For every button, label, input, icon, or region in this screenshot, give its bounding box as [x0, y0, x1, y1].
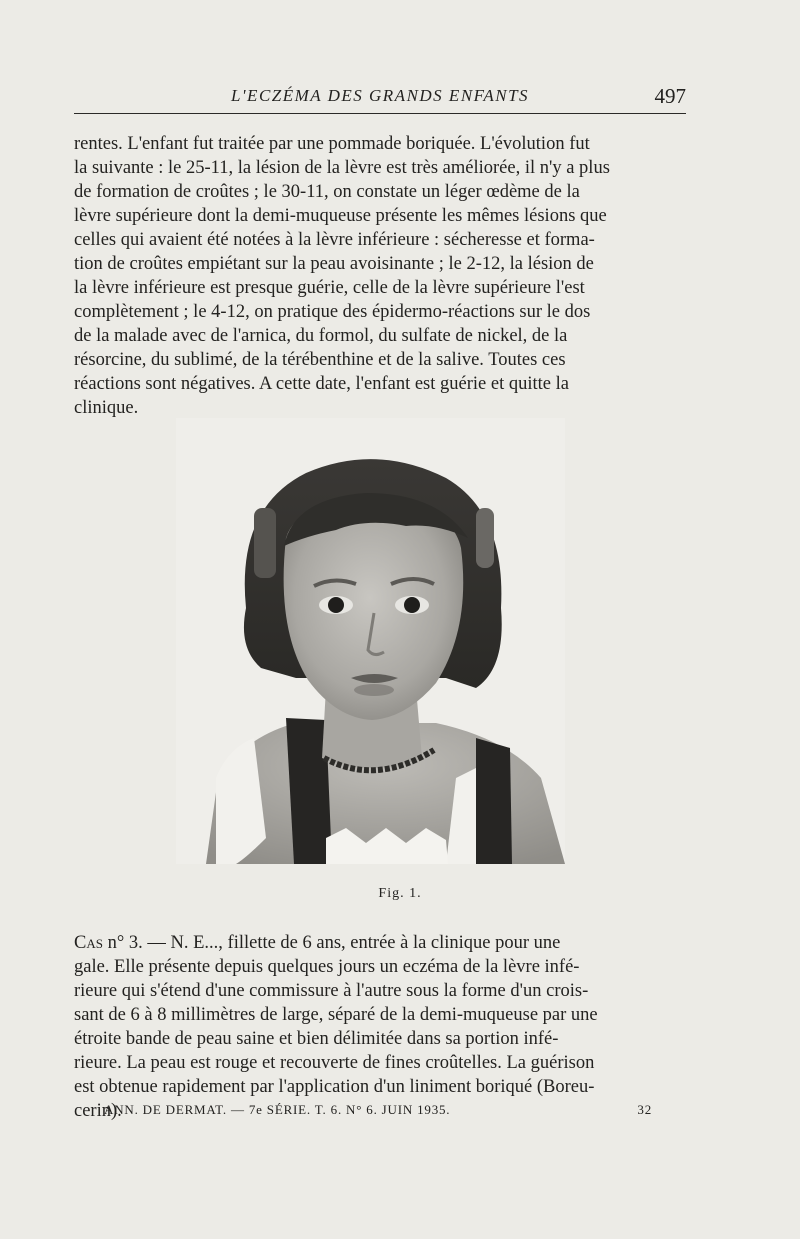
body-paragraph-2	[74, 931, 686, 1123]
figure-caption: Fig. 1.	[378, 886, 422, 901]
signature-mark: 32	[637, 1102, 652, 1117]
header-rule	[74, 113, 686, 114]
running-title: L'ECZÉMA DES GRANDS ENFANTS	[230, 86, 530, 105]
body-paragraph-1: rentes. L'enfant fut traitée par une pommade boriquée. L'évolution fut la suivante : le 25-11, la lésion de la lèvre est très améliorée, il n'y a plus de formation de croûtes ; le 30-11, on constate un léger œdème de la lèvre supérieure dont la demi-muqueuse présente les mêmes lésions que celles qui avaient été notées à la lèvre inférieure : sécheresse et forma- tion de croûtes empiétant sur la peau avoisinante ; le 2-12, la lésion de la lèvre inférieure est presque guérie, celle de la lèvre supérieure l'est complètement ; le 4-12, on pratique des épidermo-réactions sur le dos de la malade avec de l'arnica, du formol, du sulfate de nickel, de la résorcine, du sublimé, de la térébenthine et de la salive. Toutes ces réactions sont négatives. A cette date, l'enfant est guérie et quitte la clinique.	[74, 134, 610, 418]
figure-photo	[176, 418, 565, 864]
page-number: 497	[654, 84, 686, 108]
case-label: Cas	[74, 933, 103, 953]
page-header	[74, 86, 686, 114]
journal-reference: ANN. DE DERMAT. — 7e SÉRIE. T. 6. N° 6. JUIN 1935.	[104, 1102, 451, 1117]
case-text: n° 3. — N. E..., fillette de 6 ans, entrée à la clinique pour une gale. Elle présente depuis quelques jours un eczéma de la lèvre infé- rieure qui s'étend d'une commissure à l'autre sous la forme d'un crois- sant de 6 à 8 millimètres de large, séparé de la demi-muqueuse par une étroite bande de peau saine et bien délimitée dans sa portion infé- rieure. La peau est rouge et recouverte de fines croûtelles. La guérison est obtenue rapidement par l'application d'un liniment boriqué (Boreu- cerin).	[74, 933, 598, 1121]
girl-portrait-image	[176, 418, 565, 864]
